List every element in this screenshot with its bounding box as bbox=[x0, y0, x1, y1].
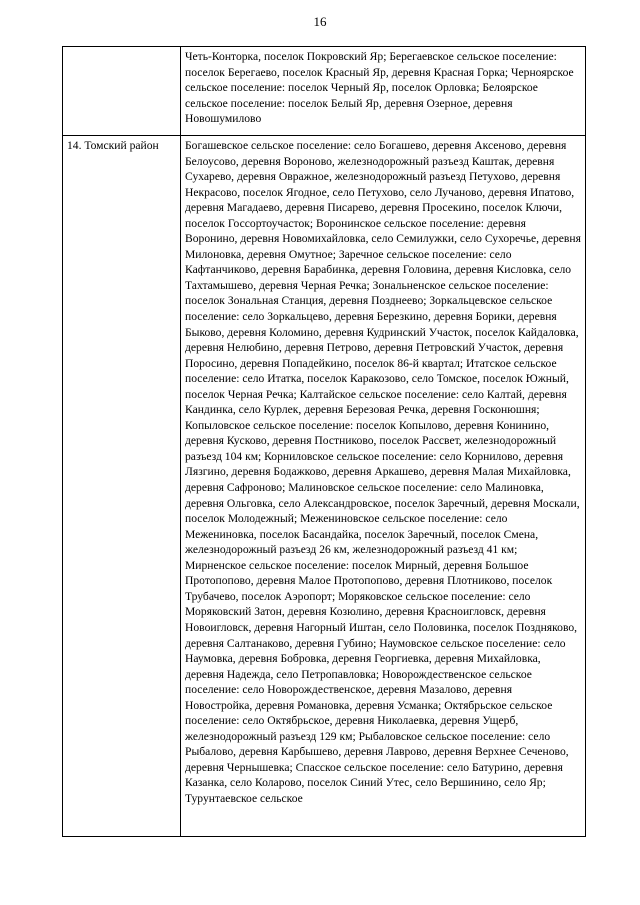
settlements-table bbox=[62, 46, 586, 837]
settlements-cell: Богашевское сельское поселение: село Богашево, деревня Аксеново, деревня Белоусово, деревня Вороново, железнодорожный разъезд Каштак, деревня Сухарево, деревня Овражное, железнодорожный разъезд Петухово, деревня Некрасово, поселок Ягодное, село Петухово, село Лучаново, деревня Ипатово, деревня Магадаево, деревня Писарево, деревня Просекино, поселок Ключи, поселок Госсортоучасток; Воронинское сельское поселение: деревня Воронино, деревня Новомихайловка, село Семилужки, село Сухоречье, деревня Милоновка, деревня Омутное; Заречное сельское поселение: село Кафтанчиково, деревня Барабинка, деревня Головина, деревня Кисловка, село Тахтамышево, деревня Черная Речка; Зональненское сельское поселение: поселок Зональная Станция, деревня Позднеево; Зоркальцевское сельское поселение: село Зоркальцево, деревня Березкино, деревня Борики, деревня Быково, деревня Коломино, деревня Кудринский Участок, поселок Кайдаловка, деревня Нелюбино, деревня Петрово, деревня Петровский Участок, деревня Поросино, деревня Попадейкино, поселок 86-й квартал; Итатское сельское поселение: село Итатка, поселок Каракозово, село Томское, поселок Южный, поселок Черная Речка; Калтайское сельское поселение: село Калтай, деревня Кандинка, село Курлек, деревня Березовая Речка, деревня Госконюшня; Копыловское сельское поселение: поселок Копылово, деревня Конинино, деревня Кусково, деревня Постниково, поселок Рассвет, железнодорожный разъезд 104 км; Корниловское сельское поселение: село Корнилово, деревня Лязгино, деревня Бодажково, деревня Аркашево, деревня Малая Михайловка, деревня Сафроново; Малиновское сельское поселение: село Малиновка, деревня Ольговка, село Александровское, поселок Заречный, деревня Москали, поселок Молодежный; Межениновское сельское поселение: село Межениновка, поселок Басандайка, поселок Заречный, поселок Смена, железнодорожный разъезд 26 км, железнодорожный разъезд 41 км; Мирненское сельское поселение: поселок Мирный, деревня Большое Протопопово, деревня Малое Протопопово, деревня Плотниково, поселок Трубачево, поселок Аэропорт; Моряковское сельское поселение: село Моряковский Затон, деревня Козюлино, деревня Красноигловск, деревня Новоигловск, деревня Нагорный Иштан, село Половинка, поселок Поздняково, деревня Салтанаково, деревня Губино; Наумовское сельское поселение: село Наумовка, деревня Бобровка, деревня Георгиевка, деревня Михайловка, деревня Надежда, село Петропавловка; Новорождественское сельское поселение: село Новорождественское, деревня Мазалово, деревня Новостройка, деревня Романовка, деревня Усманка; Октябрьское сельское поселение: село Октябрьское, деревня Николаевка, деревня Ущерб, железнодорожный разъезд 129 км; Рыбаловское сельское поселение: село Рыбалово, деревня Карбышево, деревня Лаврово, деревня Верхнее Сеченово, деревня Чернышевка; Спасское сельское поселение: село Батурино, деревня Казанка, село Коларово, поселок Синий Утес, село Вершинино, село Яр; Турунтаевское сельское bbox=[181, 136, 586, 837]
district-cell: 14. Томский район bbox=[63, 136, 181, 837]
table-row bbox=[63, 136, 586, 837]
settlements-cell: Четь-Конторка, поселок Покровский Яр; Берегаевское сельское поселение: поселок Берегаево, поселок Красный Яр, деревня Красная Горка; Черноярское сельское поселение: поселок Черный Яр, поселок Орловка; Белоярское сельское поселение: поселок Белый Яр, деревня Озерное, деревня Новошумилово bbox=[181, 47, 586, 136]
page-number: 16 bbox=[313, 14, 327, 29]
district-cell bbox=[63, 47, 181, 136]
table-row bbox=[63, 47, 586, 136]
